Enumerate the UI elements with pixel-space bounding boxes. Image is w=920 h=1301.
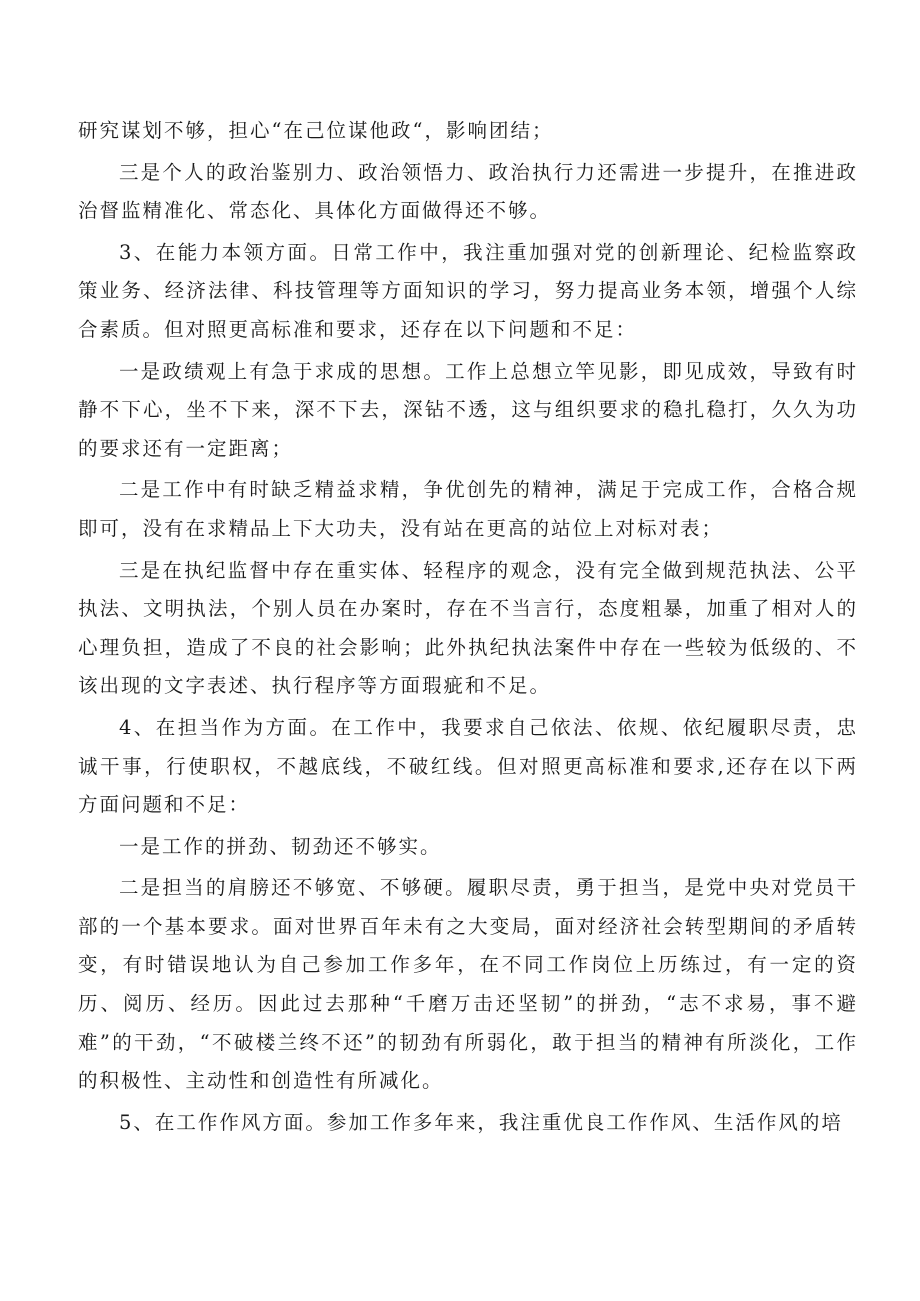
- paragraph-1: 研究谋划不够，担心“在己位谋他政“，影响团结；: [78, 119, 554, 142]
- paragraph-2: 三是个人的政治鉴别力、政治领悟力、政治执行力还需进一步提升，在推进政治督监精准化、常态化、具体化方面做得还不够。: [78, 160, 858, 223]
- paragraph-3: 3、在能力本领方面。日常工作中，我注重加强对党的创新理论、纪检监察政策业务、经济法律、科技管理等方面知识的学习，努力提高业务本领，增强个人综合素质。但对照更高标准和要求，还存在以下问题和不足：: [78, 240, 858, 341]
- paragraph-5: 二是工作中有时缺乏精益求精，争优创先的精神，满足于完成工作，合格合规即可，没有在求精品上下大功夫，没有站在更高的站位上对标对表；: [78, 478, 858, 540]
- paragraph-9: 二是担当的肩膀还不够宽、不够硬。履职尽责，勇于担当，是党中央对党员干部的一个基本要求。面对世界百年未有之大变局，面对经济社会转型期间的矛盾转变，有时错误地认为自己参加工作多年，在不同工作岗位上历练过，有一定的资历、阅历、经历。因此过去那种“千磨万击还坚韧”的拼劲，“志不求易，事不避难”的干劲，“不破楼兰终不还”的韧劲有所弱化，敢于担当的精神有所淡化，工作的积极性、主动性和创造性有所减化。: [78, 876, 858, 1093]
- paragraph-10: 5、在工作作风方面。参加工作多年来，我注重优良工作作风、生活作风的培: [118, 1110, 843, 1134]
- document-body: [78, 112, 858, 1142]
- paragraph-8: 一是工作的拼劲、韧劲还不够实。: [118, 834, 442, 858]
- paragraph-4: 一是政绩观上有急于求成的思想。工作上总想立竿见影，即见成效，导致有时静不下心，坐不下来，深不下去，深钻不透，这与组织要求的稳扎稳打，久久为功的要求还有一定距离；: [78, 359, 858, 460]
- paragraph-6: 三是在执纪监督中存在重实体、轻程序的观念，没有完全做到规范执法、公平执法、文明执法，个别人员在办案时，存在不当言行，态度粗暴，加重了相对人的心理负担，造成了不良的社会影响；此外执纪执法案件中存在一些较为低级的、不该出现的文字表述、执行程序等方面瑕疵和不足。: [78, 558, 858, 698]
- paragraph-7: 4、在担当作为方面。在工作中，我要求自己依法、依规、依纪履职尽责，忠诚干事，行使职权，不越底线，不破红线。但对照更高标准和要求,还存在以下两方面问题和不足：: [78, 715, 858, 817]
